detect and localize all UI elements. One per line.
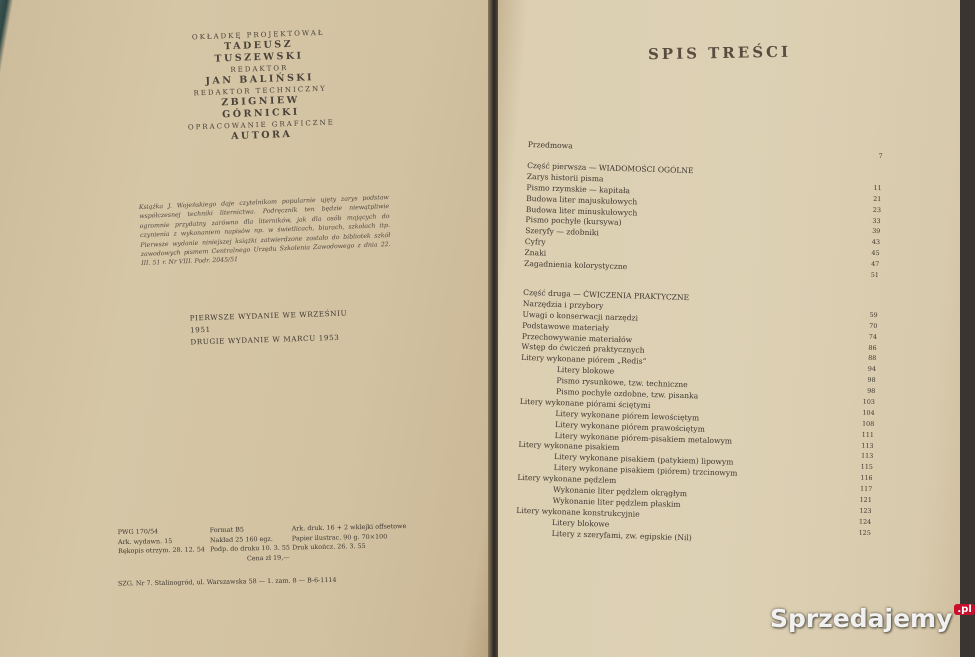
credit-name: TADEUSZ TUSZEWSKI xyxy=(214,38,304,65)
colophon-cell: Rękopis otrzym. 28. 12. 54 xyxy=(118,545,206,556)
toc-entry-page: 39 xyxy=(872,227,881,236)
toc-entry-title: Litery wykonane piórami ściętymi xyxy=(519,396,651,410)
colophon-cell: PWG 170/54 xyxy=(117,527,159,537)
toc-entry-title: Litery wykonane konstrukcyjnie xyxy=(516,505,640,519)
toc-entry-page: 98 xyxy=(867,386,876,396)
toc-entry-page: 43 xyxy=(871,238,881,247)
toc-entry-page: 113 xyxy=(860,452,874,461)
toc-part2-list xyxy=(515,299,877,550)
toc-entry-title: Zagadnienia kolorystyczne xyxy=(523,258,628,272)
toc-entry-page: 125 xyxy=(858,528,871,537)
credit-name: JAN BALIŃSKI xyxy=(205,72,315,87)
toc-entry-page: 23 xyxy=(872,205,882,214)
colophon-cell: Papier ilustrac. 90 g. 70×100 xyxy=(291,532,388,542)
toc-entry-page: 88 xyxy=(868,354,877,363)
sprzedajemy-watermark xyxy=(770,604,975,633)
credit-role: REDAKTOR TECHNICZNY xyxy=(193,84,327,98)
toc-entry-page: 116 xyxy=(860,473,873,483)
watermark-tld: .pl xyxy=(954,604,974,615)
toc-entry-title: Pismo pochyłe ozdobne, tzw. pisanka xyxy=(555,387,699,401)
colophon-cell: Druk ukończ. 26. 3. 55 xyxy=(291,541,366,552)
toc-entry-page: 108 xyxy=(861,419,875,428)
toc-section-heading: Część druga — ĆWICZENIA PRAKTYCZNE xyxy=(523,287,690,303)
toc-entry-title: Cyfry xyxy=(524,237,546,247)
toc-entry-page: 98 xyxy=(867,376,876,385)
toc-entry-title: Litery wykonane pędzlem xyxy=(517,472,617,486)
colophon-cell: Ark. druk. 16 + 2 wklejki offsetowe xyxy=(291,522,407,533)
toc-part1-list xyxy=(524,172,882,281)
toc-entry-page: 103 xyxy=(862,397,876,407)
toc-entry-title: Wykonanie liter pędzlem okrągłym xyxy=(552,485,688,499)
toc-entry-page: 111 xyxy=(861,430,875,439)
credit-role: REDAKTOR xyxy=(230,64,289,75)
right-page xyxy=(498,0,960,657)
toc-entry-title: Uwagi o konserwacji narzędzi xyxy=(522,309,639,323)
toc-entry-page: 123 xyxy=(859,506,872,515)
table-of-contents xyxy=(515,140,882,549)
toc-entry-title: Litery wykonane pisakiem (patykiem) lipowym xyxy=(553,452,734,467)
colophon-cell: Format B5 xyxy=(209,525,244,535)
watermark-text: Sprzedajemy xyxy=(770,604,953,633)
toc-entry-page: 70 xyxy=(869,321,878,330)
toc-entry-title: Przedmowa xyxy=(527,140,573,151)
toc-title: SPIS TREŚCI xyxy=(647,42,792,64)
toc-entry-title: Pismo rzymskie — kapitała xyxy=(526,182,631,196)
toc-entry-title: Litery wykonane pisakiem (piórem) trzcinowym xyxy=(553,463,738,479)
toc-entry-page: 11 xyxy=(873,183,882,193)
toc-entry-title: Litery wykonane piórem lewościętym xyxy=(555,408,700,423)
toc-entry-page: 124 xyxy=(858,517,872,526)
toc-entry-title: Litery z szeryfami, zw. egipskie (Nil) xyxy=(551,528,692,542)
credit-role: OKŁADKĘ PROJEKTOWAŁ xyxy=(191,28,325,42)
colophon-cell: Podp. do druku 10. 3. 55 xyxy=(210,543,291,554)
toc-entry-title: Litery wykonane piórem „Redis” xyxy=(521,353,647,367)
colophon xyxy=(118,522,419,566)
credit-name: AUTORA xyxy=(230,128,293,143)
colophon-cell: Nakład 25 160 egz. xyxy=(209,534,273,544)
toc-entry-title: Wstęp do ćwiczeń praktycznych xyxy=(521,342,645,356)
toc-entry-page: 74 xyxy=(868,332,878,341)
toc-entry-title: Narzędzia i przybory xyxy=(522,298,604,311)
toc-entry-title: Litery blokowe xyxy=(551,517,610,529)
toc-entry-page: 59 xyxy=(869,310,878,319)
price: Cena zł 19,— xyxy=(246,553,290,562)
toc-entry-page: 104 xyxy=(862,408,875,417)
toc-entry-title: Pismo pochyłe (kursywa) xyxy=(525,215,622,228)
toc-entry-title: Litery wykonane piórem prawościętym xyxy=(554,419,705,434)
credit-role: OPRACOWANIE GRAFICZNE xyxy=(187,118,335,132)
credit-name: ZBIGNIEW GÓRNICKI xyxy=(221,94,300,121)
toc-entry-page: 7 xyxy=(878,152,883,161)
editions-block xyxy=(189,307,350,348)
toc-entry-title: Szeryfy — zdobniki xyxy=(525,226,600,238)
toc-entry-page: 33 xyxy=(872,216,881,225)
toc-entry-page: 113 xyxy=(861,441,874,450)
credits-block xyxy=(178,27,342,145)
toc-entry-title: Budowa liter majuskułowych xyxy=(526,193,638,207)
colophon-cell: Ark. wydawn. 15 xyxy=(117,536,173,546)
toc-entry-page: 47 xyxy=(871,259,880,269)
toc-entry-title: Budowa liter minuskułowych xyxy=(525,204,638,218)
toc-entry-page: 117 xyxy=(859,484,873,494)
edition-line: PIERWSZE WYDANIE WE WRZEŚNIU 1951 xyxy=(189,308,348,335)
edition-line: DRUGIE WYDANIE W MARCU 1953 xyxy=(190,332,340,347)
toc-entry-page: 86 xyxy=(868,343,877,352)
toc-entry-title: Litery wykonane pisakiem xyxy=(518,440,620,453)
toc-entry-title: Pismo rysunkowe, tzw. techniczne xyxy=(556,376,688,390)
toc-entry-title: Litery blokowe xyxy=(556,365,615,377)
toc-entry-title: Znaki xyxy=(524,248,547,258)
toc-entry-page: 51 xyxy=(870,270,880,280)
toc-entry-page: 21 xyxy=(873,194,882,203)
toc-entry-title: Litery wykonane piórem-pisakiem metalowym xyxy=(554,430,733,446)
toc-entry-title: Przechowywanie materiałów xyxy=(521,331,633,344)
printer-line: SZG. Nr 7. Stalinogród, ul. Warszawska 58 — 1. zam. 8 — B-6-1114 xyxy=(117,575,337,588)
toc-entry-page: 121 xyxy=(859,495,872,505)
toc-entry-page: 115 xyxy=(860,462,874,472)
toc-entry-title: Wykonanie liter pędzlem płaskim xyxy=(552,495,681,509)
toc-section-heading: Część pierwsza — WIADOMOŚCI OGÓLNE xyxy=(527,160,694,176)
toc-entry-title: Zarys historii pisma xyxy=(526,171,604,184)
book-abstract: Książka J. Wojeńskiego daje czytelnikom popularnie ujęty zarys podstaw współczesnej techniki liternictwa. Podręcznik ten będzie niewątpliwie ogromnie przydatny zarówno dla literników, jak dla osób mających do czynienia z wykonaniem napisów np. w świetlicach, biurach, szkołach itp. Pierwsze wydanie niniejszej książki zatwierdzone zostało do bibliotek szkół zawodowych pismem Centralnego Urzędu Szkolenia Zawodowego z dnia 22. III. 51 r. Nr VIII. Podr. 2045/51 xyxy=(138,194,391,268)
toc-entry-page: 94 xyxy=(867,365,877,374)
toc-entry-title: Podstawowe materiały xyxy=(522,320,610,333)
toc-entry-page: 45 xyxy=(871,249,880,258)
